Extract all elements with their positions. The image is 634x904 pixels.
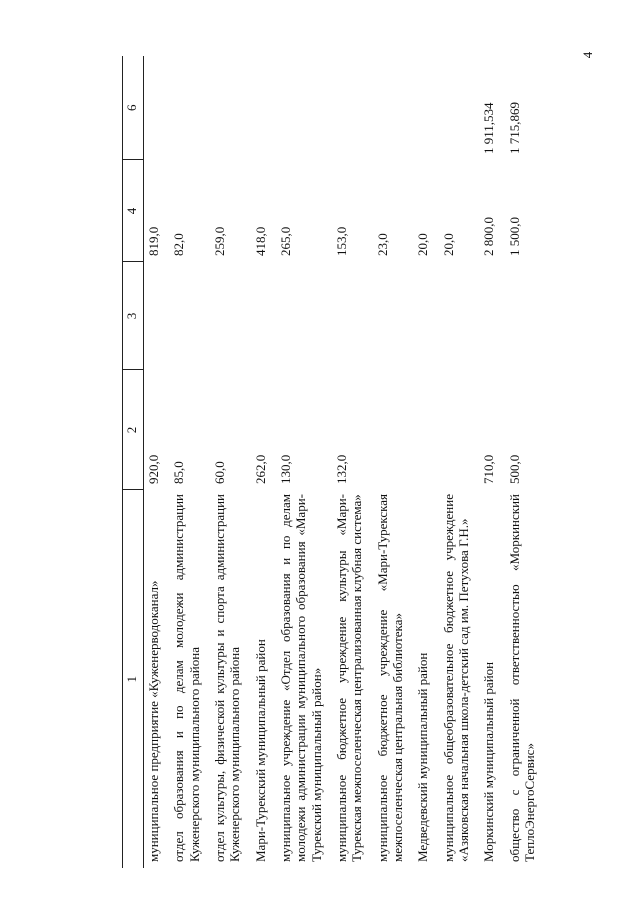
value-col-3 xyxy=(413,262,438,370)
value-col-3 xyxy=(505,262,546,370)
name-cell: Моркинский муниципальный район xyxy=(481,661,497,862)
value-col-4: 82,0 xyxy=(171,233,187,256)
header-col-6: 6 xyxy=(123,56,144,160)
table-row xyxy=(479,56,504,868)
rotated-table-container xyxy=(122,56,612,868)
value-col-2: 262,0 xyxy=(252,454,268,484)
name-cell: муниципальное учреждение «Отдел образования и по делам молодежи администрации муниципального образования «Мари-Турекский муниципальный район» xyxy=(277,494,324,862)
value-col-2 xyxy=(413,370,438,490)
value-col-3 xyxy=(276,262,332,370)
value-col-4: 20,0 xyxy=(440,233,456,256)
table-row xyxy=(373,56,414,868)
name-cell: Медведевский муниципальный район xyxy=(415,652,431,862)
value-col-2: 710,0 xyxy=(481,454,497,484)
table-row xyxy=(413,56,438,868)
value-col-6 xyxy=(251,56,276,160)
value-col-2 xyxy=(439,370,480,490)
value-col-3 xyxy=(373,262,414,370)
table-row xyxy=(276,56,332,868)
value-col-4: 2 800,0 xyxy=(481,217,497,256)
name-cell: общество с ограниченной ответственностью «Моркинский ТеплоЭнергоСервис» xyxy=(506,494,537,862)
name-cell: отдел образования и по делам молодежи администрации Куженерского муниципального района xyxy=(171,494,202,862)
name-cell: муниципальное бюджетное учреждение культуры «Мари-Турекская межпоселенческая централизованная клубная система» xyxy=(333,494,365,862)
value-col-4: 819,0 xyxy=(146,226,161,256)
value-col-6 xyxy=(332,56,373,160)
name-cell: Мари-Турекский муниципальный район xyxy=(252,639,268,862)
value-col-4: 20,0 xyxy=(415,233,431,256)
value-col-3 xyxy=(169,262,210,370)
value-col-3 xyxy=(439,262,480,370)
table-row xyxy=(332,56,373,868)
table-row xyxy=(439,56,480,868)
value-col-6 xyxy=(439,56,480,160)
value-col-3 xyxy=(144,262,170,370)
value-col-4: 23,0 xyxy=(374,233,390,256)
name-cell: муниципальное бюджетное учреждение «Мари-Турекская межпоселенческая центральная библиотека» xyxy=(374,494,405,862)
value-col-6 xyxy=(276,56,332,160)
table-row xyxy=(169,56,210,868)
value-col-6: 1 911,534 xyxy=(481,102,497,154)
value-col-4: 153,0 xyxy=(333,226,349,256)
value-col-3 xyxy=(251,262,276,370)
value-col-3 xyxy=(479,262,504,370)
name-cell: муниципальное предприятие «Куженерводоканал» xyxy=(146,580,161,862)
name-cell: муниципальное общеобразовательное бюджетное учреждение «Азяковская начальная школа-детский сад им. Петухова Г.Н.» xyxy=(440,494,471,862)
value-col-3 xyxy=(332,262,373,370)
value-col-2: 60,0 xyxy=(211,461,227,484)
name-cell: отдел культуры, физической культуры и спорта администрации Куженерского муниципального района xyxy=(211,494,243,862)
table-row xyxy=(144,56,170,868)
value-col-2 xyxy=(373,370,414,490)
value-col-2: 500,0 xyxy=(506,454,522,484)
header-col-1: 1 xyxy=(123,490,144,868)
value-col-6 xyxy=(413,56,438,160)
budget-table xyxy=(122,56,545,868)
value-col-4: 418,0 xyxy=(252,226,268,256)
header-row xyxy=(123,56,144,868)
value-col-2: 920,0 xyxy=(146,454,161,484)
value-col-2: 130,0 xyxy=(277,454,293,484)
value-col-6 xyxy=(169,56,210,160)
value-col-4: 1 500,0 xyxy=(506,217,522,256)
table-header xyxy=(123,56,144,868)
value-col-2: 85,0 xyxy=(171,461,187,484)
table-row xyxy=(505,56,546,868)
header-col-4: 4 xyxy=(123,160,144,262)
header-col-2: 2 xyxy=(123,370,144,490)
value-col-6 xyxy=(144,56,170,160)
value-col-3 xyxy=(210,262,251,370)
table-row xyxy=(210,56,251,868)
value-col-6 xyxy=(373,56,414,160)
value-col-2: 132,0 xyxy=(333,454,349,484)
value-col-6 xyxy=(210,56,251,160)
value-col-6: 1 715,869 xyxy=(506,102,522,154)
header-col-3: 3 xyxy=(123,262,144,370)
value-col-4: 259,0 xyxy=(211,226,227,256)
page-number: 4 xyxy=(580,51,595,59)
table-row xyxy=(251,56,276,868)
value-col-4: 265,0 xyxy=(277,226,293,256)
table-body xyxy=(144,56,546,868)
